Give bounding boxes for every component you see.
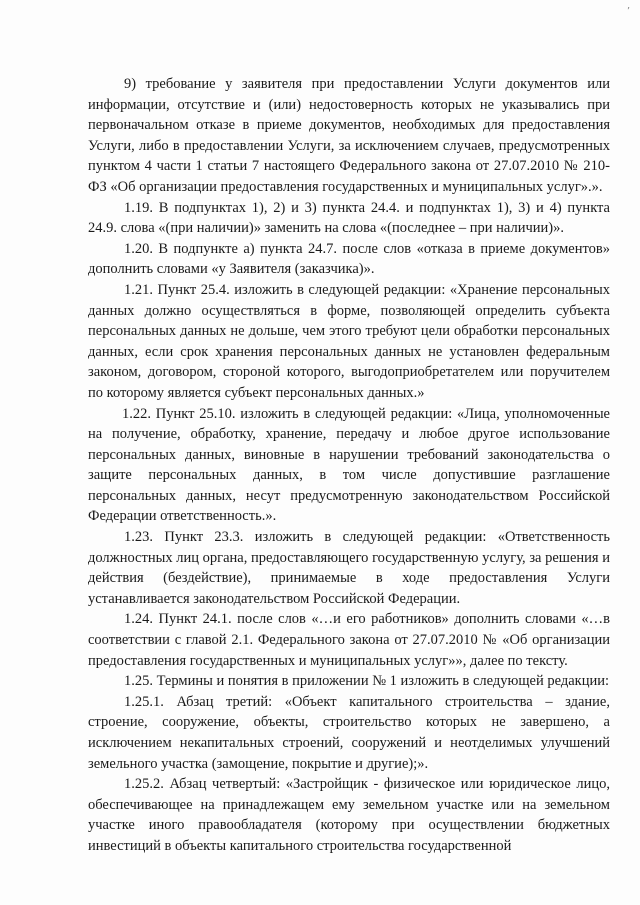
paragraph-1-22: 1.22. Пункт 25.10. изложить в следующей редакции: «Лица, уполномоченные на получение, обработку, хранение, передачу и любое другое использование персональных данных, виновные в нарушении требований законодательства о защите персональных данных, в том числе допустившие разглашение персональных данных, несут предусмотренную законодательством Российской Федерации ответственность.». bbox=[88, 405, 610, 525]
document-body bbox=[88, 74, 610, 857]
corner-mark: ’ bbox=[626, 6, 630, 17]
paragraph-1-25-2: 1.25.2. Абзац четвертый: «Застройщик - физическое или юридическое лицо, обеспечивающее на принадлежащем ему земельном участке или на земельном участке иного правообладателя (которому при осуществлении бюджетных инвестиций в объекты капитального строительства государственной bbox=[88, 776, 610, 854]
paragraph-1-25-1: 1.25.1. Абзац третий: «Объект капитального строительства – здание, строение, сооружение, объекты, строительство которых не завершено, а исключением некапитальных строений, сооружений и неотделимых улучшений земельного участка (замощение, покрытие и другие);». bbox=[88, 693, 610, 772]
paragraph-1-19: 1.19. В подпунктах 1), 2) и 3) пункта 24.4. и подпунктах 1), 3) и 4) пункта 24.9. слова «(при наличии)» заменить на слова «(последнее – при наличии)». bbox=[88, 199, 610, 237]
paragraph-1-24: 1.24. Пункт 24.1. после слов «…и его работников» дополнить словами «…в соответствии с главой 2.1. Федерального закона от 27.07.2010 № «Об организации предоставления государственных и муниципальных услуг»», далее по тексту. bbox=[88, 611, 610, 669]
paragraph-1-20: 1.20. В подпункте а) пункта 24.7. после слов «отказа в приеме документов» дополнить словами «у Заявителя (заказчика)». bbox=[88, 240, 610, 278]
paragraph-1-21: 1.21. Пункт 25.4. изложить в следующей редакции: «Хранение персональных данных должно осуществляться в форме, позволяющей определить субъекта персональных данных не дольше, чем этого требуют цели обработки персональных данных, если срок хранения персональных данных не установлен федеральным законом, договором, стороной которого, выгодоприобретателем или поручителем по которому является субъект персональных данных.» bbox=[88, 281, 610, 401]
paragraph-1-25: 1.25. Термины и понятия в приложении № 1 изложить в следующей редакции: bbox=[124, 673, 609, 690]
paragraph-item-9: 9) требование у заявителя при предоставлении Услуги документов или информации, отсутствие и (или) недостоверность которых не указывались при первоначальном отказе в приеме документов, необходимых для предоставления Услуги, либо в предоставлении Услуги, за исключением случаев, предусмотренных пунктом 4 части 1 статьи 7 настоящего Федерального закона от 27.07.2010 № 210-ФЗ «Об организации предоставления государственных и муниципальных услуг».». bbox=[88, 76, 610, 195]
paragraph-1-23: 1.23. Пункт 23.3. изложить в следующей редакции: «Ответственность должностных лиц органа, предоставляющего государственную услугу, за решения и действия (бездействие), принимаемые в ходе предоставления Услуги устанавливается законодательством Российской Федерации. bbox=[88, 529, 610, 607]
